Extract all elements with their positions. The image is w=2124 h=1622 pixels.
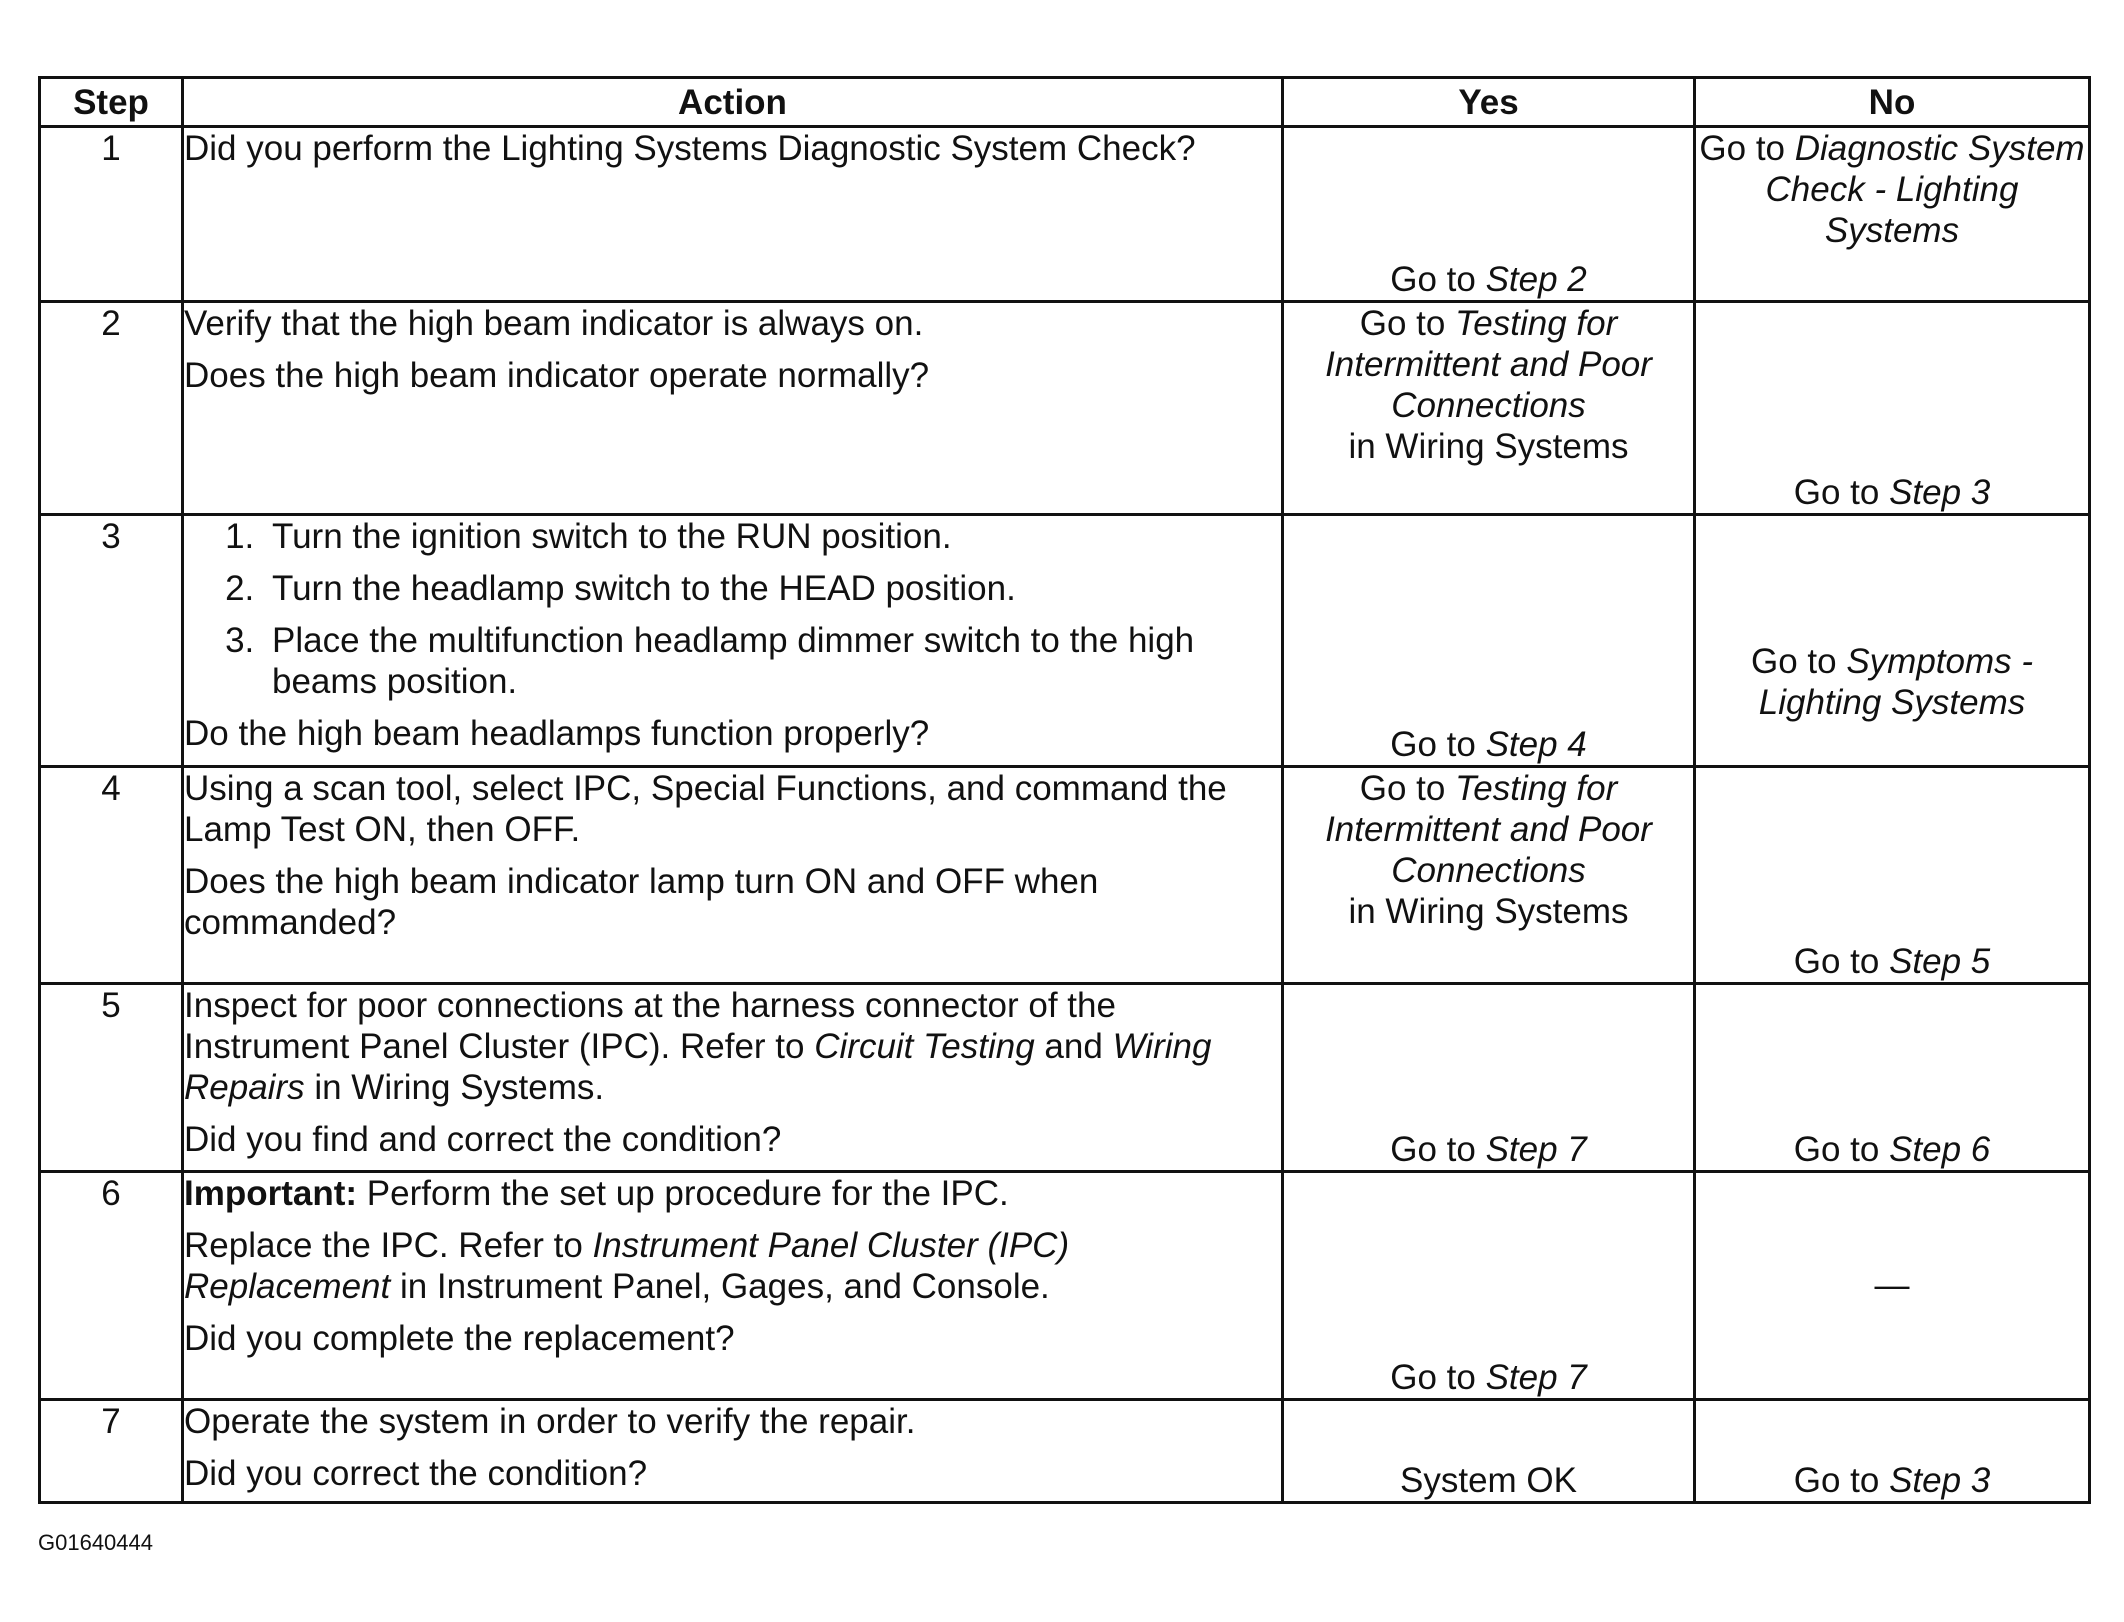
action-text-part: in Wiring Systems. xyxy=(304,1068,605,1107)
table-row xyxy=(40,515,2090,767)
procedure-item: 1. Turn the ignition switch to the RUN position. xyxy=(264,516,1281,557)
procedure-item: 3. Place the multifunction headlamp dimmer switch to the high beams position. xyxy=(264,620,1281,702)
table-row xyxy=(40,767,2090,984)
no-cell xyxy=(1695,302,2090,515)
no-prefix: Go to xyxy=(1793,942,1890,981)
step-number: 3 xyxy=(40,515,183,767)
important-note xyxy=(184,1173,1281,1214)
yes-cell xyxy=(1283,302,1695,515)
table-row xyxy=(40,127,2090,302)
figure-id: G01640444 xyxy=(38,1530,153,1555)
no-link[interactable]: Step 3 xyxy=(1889,1461,1991,1500)
diagnostic-table xyxy=(38,76,2091,1504)
yes-link[interactable]: Step 2 xyxy=(1485,260,1587,299)
action-text-part: Replace the IPC. Refer to xyxy=(184,1226,593,1265)
important-text: Perform the set up procedure for the IPC. xyxy=(357,1174,1009,1213)
no-cell xyxy=(1695,127,2090,302)
yes-link[interactable]: Step 7 xyxy=(1485,1358,1587,1397)
no-link[interactable]: Diagnostic System Check - Lighting Systems xyxy=(1765,129,2085,250)
no-prefix: Go to xyxy=(1750,642,1847,681)
no-prefix: Go to xyxy=(1699,129,1795,168)
yes-prefix: Go to xyxy=(1390,1358,1486,1397)
action-cell xyxy=(183,515,1283,767)
yes-link[interactable]: Step 7 xyxy=(1485,1130,1587,1169)
action-cell xyxy=(183,127,1283,302)
no-dash: — xyxy=(1874,1266,1910,1305)
step-number: 1 xyxy=(40,127,183,302)
table-header-row xyxy=(40,78,2090,127)
header-no: No xyxy=(1695,78,2090,127)
no-prefix: Go to xyxy=(1793,1461,1890,1500)
header-yes: Yes xyxy=(1283,78,1695,127)
no-link[interactable]: Step 3 xyxy=(1889,473,1991,512)
procedure-item: 2. Turn the headlamp switch to the HEAD position. xyxy=(264,568,1281,609)
step-number: 6 xyxy=(40,1172,183,1400)
no-cell xyxy=(1695,1172,2090,1400)
no-link[interactable]: Step 6 xyxy=(1889,1130,1991,1169)
step-number: 2 xyxy=(40,302,183,515)
step-number: 7 xyxy=(40,1400,183,1503)
important-label: Important: xyxy=(184,1174,358,1213)
yes-suffix: in Wiring Systems xyxy=(1348,892,1629,931)
yes-cell xyxy=(1283,515,1695,767)
action-cell xyxy=(183,302,1283,515)
ipc-replacement-link[interactable]: Instrument Panel Cluster (IPC) Replacement xyxy=(184,1226,1070,1306)
action-cell xyxy=(183,984,1283,1172)
action-text xyxy=(184,1225,1281,1307)
no-cell xyxy=(1695,1400,2090,1503)
table-row xyxy=(40,984,2090,1172)
circuit-testing-link[interactable]: Circuit Testing xyxy=(814,1027,1035,1066)
action-question: Does the high beam indicator operate normally? xyxy=(184,356,930,395)
action-text-part: Inspect for poor connections at the harness connector of the Instrument Panel Cluster (IPC). Refer to xyxy=(184,986,1116,1066)
header-step: Step xyxy=(40,78,183,127)
yes-link[interactable]: Testing for Intermittent and Poor Connections xyxy=(1325,769,1652,890)
yes-prefix: Go to xyxy=(1359,769,1456,808)
action-text: Verify that the high beam indicator is always on. xyxy=(184,304,924,343)
yes-prefix: Go to xyxy=(1359,304,1456,343)
action-question: Do the high beam headlamps function properly? xyxy=(184,714,930,753)
no-link[interactable]: Symptoms - Lighting Systems xyxy=(1758,642,2034,722)
action-question: Did you correct the condition? xyxy=(184,1454,648,1493)
step-number: 5 xyxy=(40,984,183,1172)
action-question: Did you find and correct the condition? xyxy=(184,1120,782,1159)
header-action: Action xyxy=(183,78,1283,127)
yes-prefix: Go to xyxy=(1390,1130,1486,1169)
action-question: Does the high beam indicator lamp turn ON and OFF when commanded? xyxy=(184,862,1099,942)
action-cell xyxy=(183,1172,1283,1400)
table-row xyxy=(40,1172,2090,1400)
no-prefix: Go to xyxy=(1793,473,1890,512)
yes-cell xyxy=(1283,984,1695,1172)
action-text xyxy=(184,985,1281,1108)
yes-link[interactable]: Testing for Intermittent and Poor Connections xyxy=(1325,304,1652,425)
yes-prefix: Go to xyxy=(1390,725,1486,764)
wiring-repairs-link[interactable]: Wiring Repairs xyxy=(184,1027,1212,1107)
action-text: Operate the system in order to verify the repair. xyxy=(184,1402,916,1441)
table-row xyxy=(40,302,2090,515)
no-link[interactable]: Step 5 xyxy=(1889,942,1991,981)
action-text-part: and xyxy=(1034,1027,1113,1066)
yes-link[interactable]: Step 4 xyxy=(1485,725,1587,764)
action-text: Using a scan tool, select IPC, Special Functions, and command the Lamp Test ON, then OFF. xyxy=(184,769,1227,849)
action-question: Did you complete the replacement? xyxy=(184,1319,735,1358)
table-row xyxy=(40,1400,2090,1503)
yes-suffix: in Wiring Systems xyxy=(1348,427,1629,466)
action-text-part: in Instrument Panel, Gages, and Console. xyxy=(390,1267,1050,1306)
yes-cell xyxy=(1283,1172,1695,1400)
yes-prefix: Go to xyxy=(1390,260,1486,299)
procedure-list xyxy=(184,516,1281,702)
system-ok-text: System OK xyxy=(1400,1461,1577,1500)
yes-cell xyxy=(1283,767,1695,984)
no-cell xyxy=(1695,515,2090,767)
no-cell xyxy=(1695,767,2090,984)
yes-cell xyxy=(1283,127,1695,302)
step-number: 4 xyxy=(40,767,183,984)
yes-cell xyxy=(1283,1400,1695,1503)
no-prefix: Go to xyxy=(1793,1130,1890,1169)
action-cell xyxy=(183,767,1283,984)
no-cell xyxy=(1695,984,2090,1172)
action-cell xyxy=(183,1400,1283,1503)
action-text: Did you perform the Lighting Systems Diagnostic System Check? xyxy=(184,129,1196,168)
